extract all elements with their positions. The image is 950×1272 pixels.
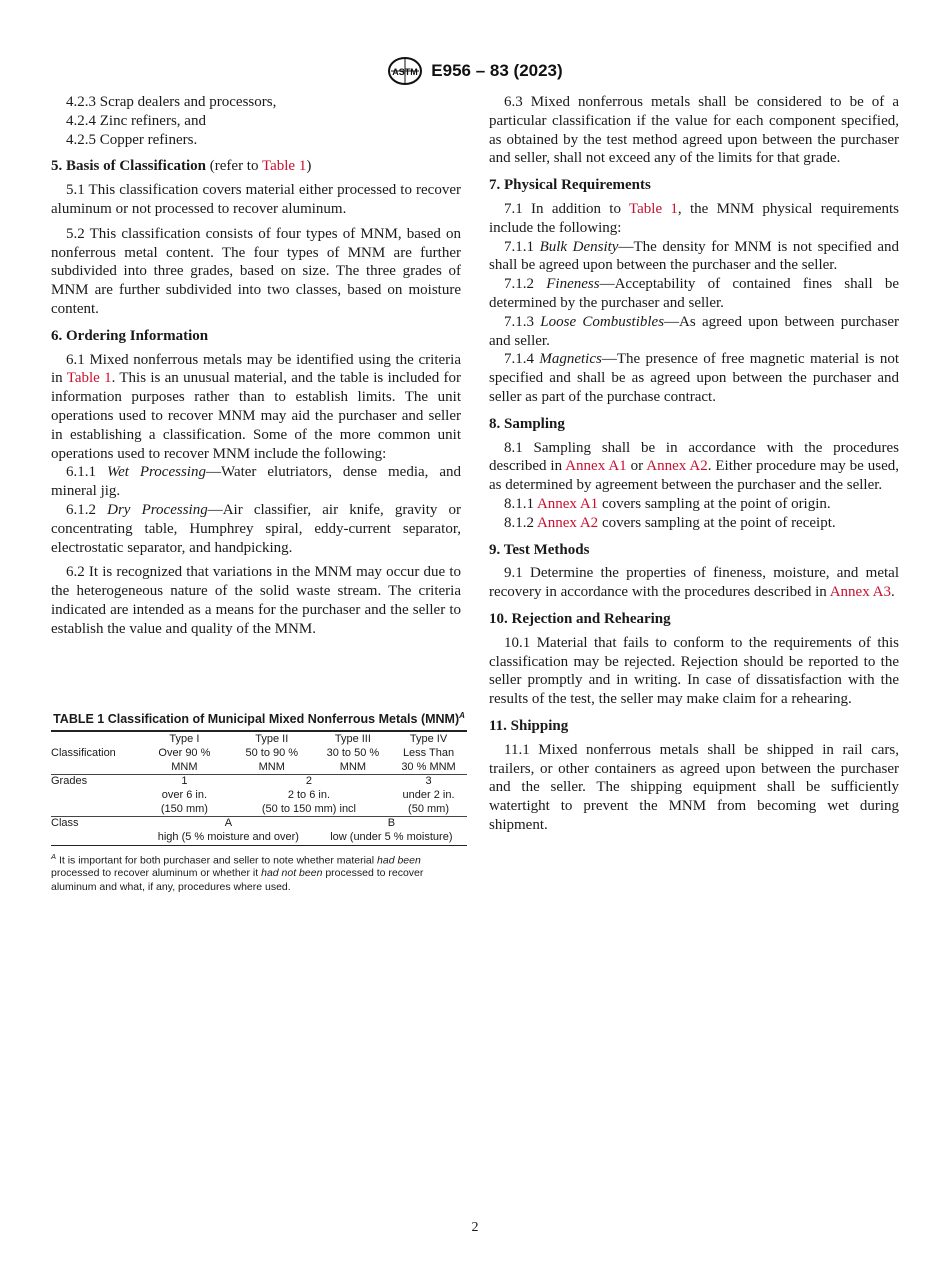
list-item: 4.2.3 Scrap dealers and processors,	[66, 94, 277, 110]
table-1-link[interactable]: Table 1	[629, 200, 678, 217]
paragraph-7-1-1: 7.1.1 Bulk Density—The density for MNM is not specified and shall be agreed upon between the purchaser and the seller.	[489, 238, 899, 274]
paragraph-5-2: 5.2 This classification consists of four types of MNM, based on nonferrous metal content. The four types of MNM are further subdivided into three grades, based on size. The three grades of MNM are further subdivided into two classes, based on moisture content.	[51, 225, 461, 317]
right-column	[489, 93, 899, 835]
annex-a1-link[interactable]: Annex A1	[536, 495, 599, 512]
paragraph-6-1-2: 6.1.2 Dry Processing—Air classifier, air knife, gravity or concentrating table, Humphrey spiral, eddy-current separator, electrostatic separator, and handpicking.	[51, 501, 461, 556]
table-row: (150 mm) (50 to 150 mm) incl (50 mm)	[160, 802, 449, 815]
document-designation: E956 – 83 (2023)	[431, 61, 563, 80]
table-row: high (5 % moisture and over) low (under 5 % moisture)	[157, 831, 453, 844]
table-row: Grades 1 2 3	[51, 775, 467, 789]
left-column	[51, 93, 461, 639]
table-1	[51, 709, 467, 894]
table-footnote: $^A$ It is important for both purchaser and seller to note whether material had been processed to recover aluminum or whether it had not been processed to recover aluminum and what, if any, procedures where used.	[51, 851, 424, 893]
table-row: Class A B	[51, 817, 467, 831]
paragraph-10-1: 10.1 Material that fails to conform to the requirements of this classification may be rejected. Rejection should be reported to the seller promptly and in writing. In case of dissatisfaction with the results of the test, the seller may make claim for a rehearing.	[489, 634, 899, 708]
paragraph-6-1: 6.1 Mixed nonferrous metals may be identified using the criteria in Table 1. This is an unusual material, and the table is included for information purposes rather than to establish limits. The unit operations used to recover MNM may aid the purchaser and seller in establishing a classification. Some of the more common unit operations used to recover MNM include the following:	[51, 351, 462, 462]
section-10-heading: 10. Rejection and Rehearing	[489, 610, 671, 627]
annex-a1-link[interactable]: Annex A1	[565, 458, 627, 475]
paragraph-7-1-3: 7.1.3 Loose Combustibles—As agreed upon between purchaser and seller.	[489, 313, 900, 349]
list-item: 4.2.4 Zinc refiners, and	[66, 112, 206, 129]
section-7-heading: 7. Physical Requirements	[489, 177, 651, 194]
paragraph-11-1: 11.1 Mixed nonferrous metals shall be shipped in rail cars, trailers, or other containers as agreed upon between the purchaser and the seller. The shipping equipment shall be sufficiently watertight to prevent the MNM from becoming wet during shipment.	[489, 741, 899, 833]
table-row: MNM MNM MNM 30 % MNM	[171, 760, 456, 773]
paragraph-6-2: 6.2 It is recognized that variations in the MNM may occur due to the heterogeneous nature of the solid waste stream. The criteria indicated are intended as a means for the purchaser and the seller to establish the value and quality of the MNM.	[51, 564, 461, 637]
paragraph-7-1-2: 7.1.2 Fineness—Acceptability of contained fines shall be determined by the purchaser and seller.	[489, 276, 900, 311]
svg-text:ASTM: ASTM	[392, 67, 419, 77]
section-6-heading: 6. Ordering Information	[51, 327, 209, 344]
section-11-heading: 11. Shipping	[489, 717, 569, 734]
paragraph-6-1-1: 6.1.1 Wet Processing—Water elutriators, dense media, and mineral jig.	[51, 464, 462, 500]
table-1-link[interactable]: Table 1	[261, 158, 307, 175]
table-row: Type I Type II Type III Type IV	[169, 733, 448, 746]
paragraph-8-1-1: 8.1.1 Annex A1 covers sampling at the point of origin.	[504, 495, 831, 512]
page-number: 2	[471, 1220, 479, 1235]
annex-a2-link[interactable]: Annex A2	[536, 514, 599, 531]
paragraph-9-1: 9.1 Determine the properties of fineness, moisture, and metal recovery in accordance with the procedures described in Annex A3.	[489, 565, 899, 601]
section-title: 5. Basis of Classification	[51, 158, 207, 175]
paragraph-8-1: 8.1 Sampling shall be in accordance with the procedures described in Annex A1 or Annex A2. Either procedure may be used, as determined by agreement between the purchaser and the seller.	[489, 439, 900, 494]
table-caption: TABLE 1 Classification of Municipal Mixed Nonferrous Metals (MNM)$^A$	[53, 711, 465, 727]
astm-logo-icon	[387, 56, 423, 86]
section-5-heading	[51, 157, 461, 176]
table-1-link[interactable]: Table 1	[66, 370, 112, 387]
paragraph-7-1-4: 7.1.4 Magnetics—The presence of free magnetic material is not specified and shall be as agreed upon between the purchaser and seller as part of the purchase contract.	[489, 351, 900, 405]
classification-table	[51, 730, 467, 846]
document-header	[0, 56, 950, 86]
paragraph-7-1: 7.1 In addition to Table 1, the MNM physical requirements include the following:	[489, 200, 899, 236]
section-9-heading: 9. Test Methods	[489, 541, 590, 558]
table-row: over 6 in. 2 to 6 in. under 2 in.	[161, 788, 455, 801]
section-8-heading: 8. Sampling	[489, 415, 565, 432]
annex-a2-link[interactable]: Annex A2	[646, 458, 708, 475]
paragraph-5-1: 5.1 This classification covers material either processed to recover aluminum or not processed to recover aluminum.	[51, 182, 461, 217]
list-item: 4.2.5 Copper refiners.	[66, 131, 198, 148]
paragraph-6-3: 6.3 Mixed nonferrous metals shall be considered to be of a particular classification if the value for each component specified, as obtained by the test method agreed upon between the purchaser and seller, shall not exceed any of the limits for that grade.	[489, 94, 899, 167]
table-row: Classification Over 90 % 50 to 90 % 30 to 50 % Less Than	[51, 746, 455, 759]
section-ref: (refer to Table 1)	[209, 158, 312, 175]
annex-a3-link[interactable]: Annex A3	[829, 584, 891, 601]
paragraph-8-1-2: 8.1.2 Annex A2 covers sampling at the point of receipt.	[504, 514, 836, 531]
